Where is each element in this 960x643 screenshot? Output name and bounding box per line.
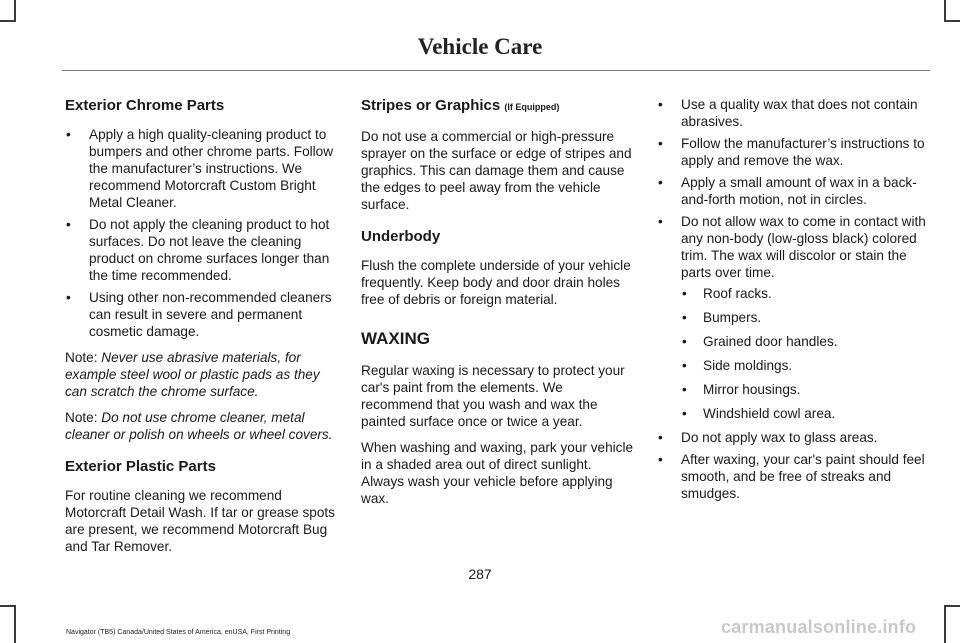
column-left [65,96,339,564]
chrome-bullet-list [65,126,339,340]
paragraph-stripes: Do not use a commercial or high-pressure sprayer on the surface or edge of stripes and graphics. This can damage them and cause the edges to peel away from the vehicle surface. [361,129,632,212]
heading-underbody: Underbody [361,228,441,245]
paragraph-waxing-1: Regular waxing is necessary to protect your car's paint from the elements. We recommend that you wash and wax the painted surface once or twice a year. [361,363,625,429]
heading-exterior-chrome: Exterior Chrome Parts [65,97,225,114]
list-item: • Apply a high quality-cleaning product to bumpers and other chrome parts. Follow the manufacturer’s instructions. We recommend Motorcraft Custom Bright Metal Cleaner. [65,126,339,211]
paragraph-waxing-2: When washing and waxing, park your vehicle in a shaded area out of direct sunlight. Always wash your vehicle before applying wax. [361,440,634,506]
list-item: • Using other non-recommended cleaners can result in severe and permanent cosmetic damage. [65,289,339,340]
page-header-title: Vehicle Care [417,34,543,59]
list-item: • Use a quality wax that does not contain abrasives. [657,96,929,130]
crop-mark-bottom-right-h [944,605,960,607]
crop-mark-bottom-left-h [0,605,16,607]
list-item [657,213,929,422]
heading-text: Stripes or Graphics [361,97,501,114]
sub-list-item: • Grained door handles. [681,333,929,350]
list-item: • Do not apply wax to glass areas. [657,429,929,446]
note-text: Do not use chrome cleaner, metal cleaner or polish on wheels or wheel covers. [65,410,333,442]
note-label: Note: [65,350,98,365]
crop-mark-bottom-right-v [944,605,946,643]
list-item-text: Do not allow wax to come in contact with any non-body (low-gloss black) colored trim. The wax will discolor or stain the parts over time. [681,214,926,280]
heading-waxing: WAXING [361,329,430,348]
note-abrasive [65,349,339,400]
heading-qualifier: (If Equipped) [504,102,560,112]
crop-mark-top-right-h [944,20,960,22]
crop-mark-top-right-v [944,0,946,22]
trim-sub-list [681,285,929,422]
sub-list-item: • Bumpers. [681,309,929,326]
header-rule [62,70,930,71]
column-middle [361,96,635,516]
note-text: Never use abrasive materials, for example steel wool or plastic pads as they can scratch the chrome surface. [65,350,320,399]
list-item: • After waxing, your car's paint should feel smooth, and be free of streaks and smudges. [657,451,929,502]
heading-stripes-graphics [361,96,635,117]
list-item: • Apply a small amount of wax in a back-and-forth motion, not in circles. [657,174,929,208]
crop-mark-bottom-left-v [14,605,16,643]
page-number: 287 [468,566,492,582]
list-item: • Do not apply the cleaning product to hot surfaces. Do not leave the cleaning product on chrome surfaces longer than the time recommended. [65,216,339,284]
crop-mark-top-left-h [0,20,16,22]
note-label: Note: [65,410,98,425]
footer-edition: Navigator (TB5) Canada/United States of America, enUSA, First Printing [66,629,291,636]
list-item: • Follow the manufacturer’s instructions to apply and remove the wax. [657,135,929,169]
watermark: carmanualsonline.info [721,617,917,637]
crop-mark-top-left-v [14,0,16,22]
paragraph-underbody: Flush the complete underside of your vehicle frequently. Keep body and door drain holes free of debris or foreign material. [361,258,631,307]
waxing-bullet-list [657,96,929,502]
sub-list-item: • Roof racks. [681,285,929,302]
note-chrome-cleaner [65,409,339,443]
sub-list-item: • Side moldings. [681,357,929,374]
sub-list-item: • Mirror housings. [681,381,929,398]
sub-list-item: • Windshield cowl area. [681,405,929,422]
column-right [657,96,929,511]
heading-exterior-plastic: Exterior Plastic Parts [65,458,216,475]
paragraph-plastic: For routine cleaning we recommend Motorcraft Detail Wash. If tar or grease spots are present, we recommend Motorcraft Bug and Tar Remover. [65,488,335,554]
